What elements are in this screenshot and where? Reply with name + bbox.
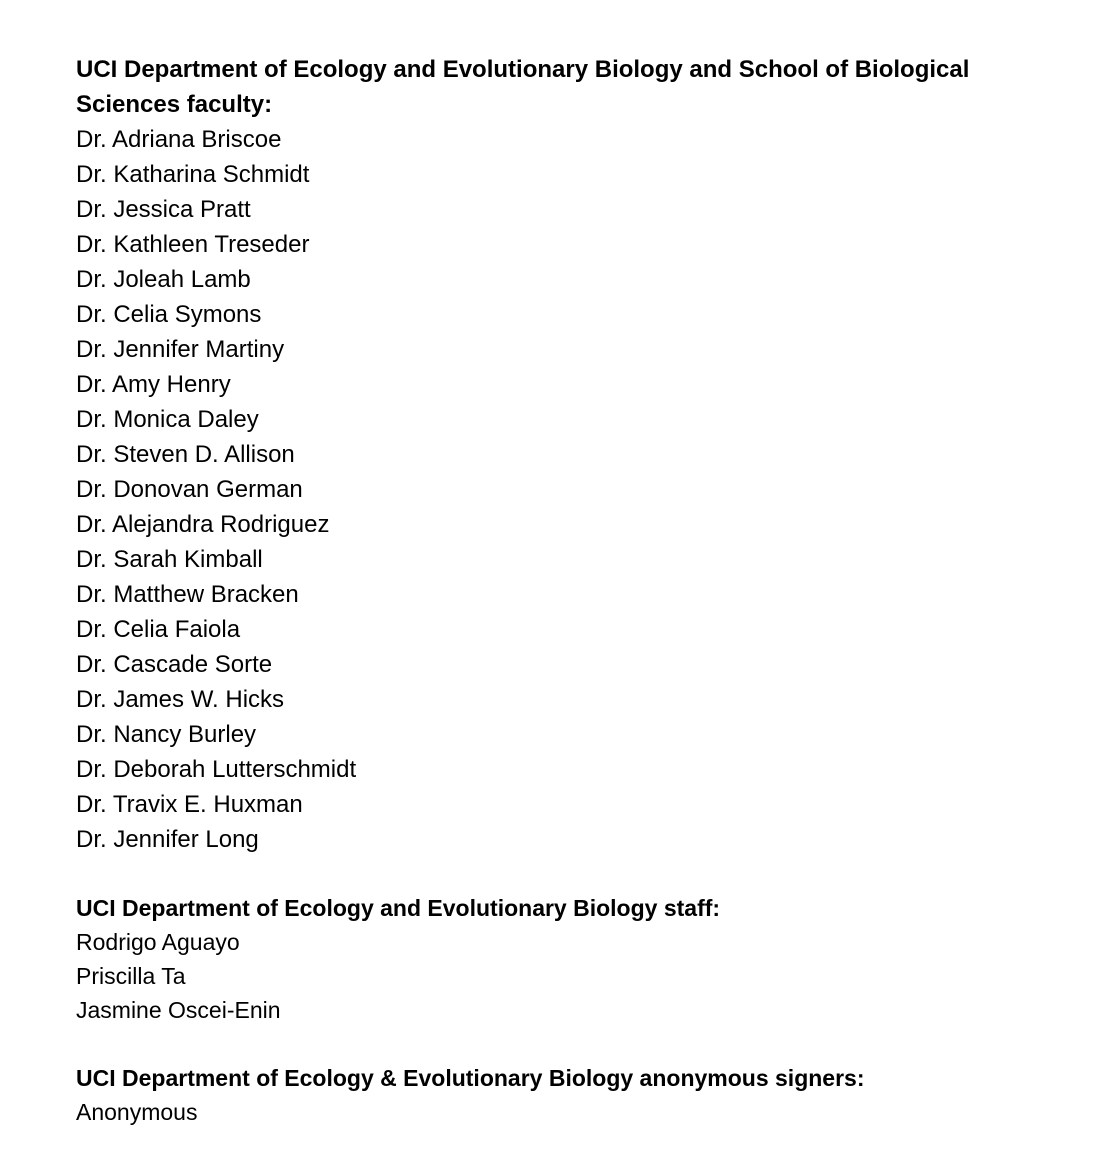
faculty-name: Dr. Jessica Pratt xyxy=(76,196,251,223)
anonymous-section xyxy=(76,1061,1066,1129)
document-page xyxy=(76,52,1066,1129)
staff-name: Jasmine Oscei-Enin xyxy=(76,997,281,1023)
anonymous-heading: UCI Department of Ecology & Evolutionary Biology anonymous signers: xyxy=(76,1065,865,1091)
faculty-name: Dr. Adriana Briscoe xyxy=(76,126,282,153)
faculty-name: Dr. Donovan German xyxy=(76,476,303,503)
anonymous-list xyxy=(76,1095,1066,1129)
faculty-name: Dr. Steven D. Allison xyxy=(76,441,295,468)
faculty-name: Dr. Travix E. Huxman xyxy=(76,791,303,818)
faculty-name: Dr. Joleah Lamb xyxy=(76,266,251,293)
faculty-name: Dr. James W. Hicks xyxy=(76,686,285,713)
staff-list xyxy=(76,925,1066,1027)
faculty-heading: UCI Department of Ecology and Evolutionary Biology and School of Biological Sciences faculty: xyxy=(76,56,970,118)
faculty-name: Dr. Jennifer Martiny xyxy=(76,336,285,363)
staff-section xyxy=(76,891,1066,1027)
faculty-name: Dr. Deborah Lutterschmidt xyxy=(76,756,357,783)
staff-name: Rodrigo Aguayo xyxy=(76,929,240,955)
anonymous-name: Anonymous xyxy=(76,1099,198,1125)
staff-name: Priscilla Ta xyxy=(76,963,186,989)
faculty-name: Dr. Alejandra Rodriguez xyxy=(76,511,330,538)
faculty-name: Dr. Jennifer Long xyxy=(76,826,259,853)
faculty-name: Dr. Cascade Sorte xyxy=(76,651,273,678)
faculty-section xyxy=(76,52,1066,857)
section-spacer xyxy=(76,857,1066,891)
faculty-name: Dr. Kathleen Treseder xyxy=(76,231,310,258)
faculty-name: Dr. Nancy Burley xyxy=(76,721,257,748)
faculty-name: Dr. Sarah Kimball xyxy=(76,546,263,573)
staff-heading: UCI Department of Ecology and Evolutionary Biology staff: xyxy=(76,895,721,921)
faculty-name: Dr. Monica Daley xyxy=(76,406,259,433)
faculty-name: Dr. Katharina Schmidt xyxy=(76,161,310,188)
faculty-list xyxy=(76,122,1066,857)
faculty-name: Dr. Amy Henry xyxy=(76,371,231,398)
faculty-name: Dr. Matthew Bracken xyxy=(76,581,299,608)
faculty-name: Dr. Celia Symons xyxy=(76,301,262,328)
section-spacer xyxy=(76,1027,1066,1061)
faculty-name: Dr. Celia Faiola xyxy=(76,616,241,643)
